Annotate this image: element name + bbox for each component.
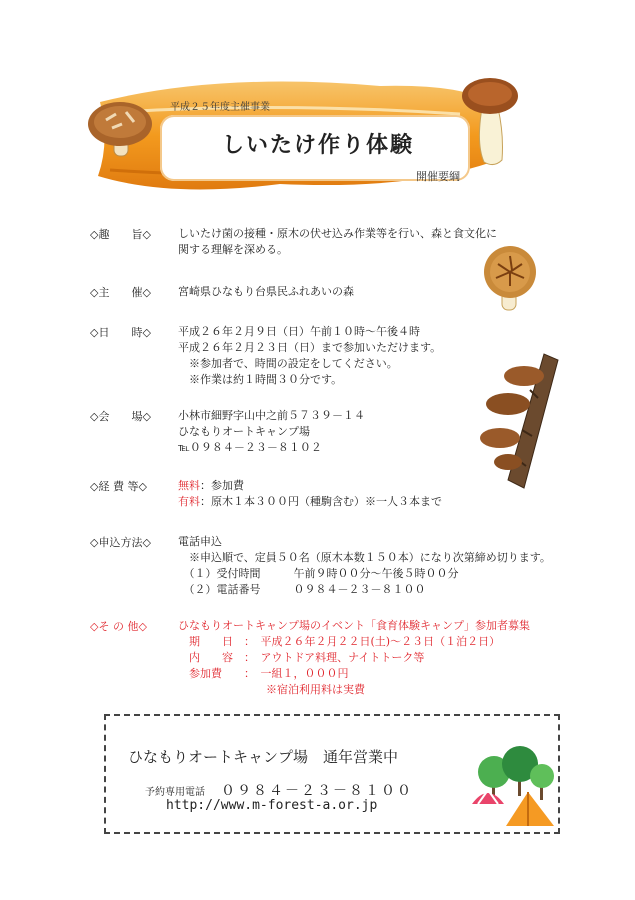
organizer-line-1: 宮崎県ひなもり台県民ふれあいの森 — [178, 285, 354, 298]
application-line-4: （２）電話番号 ０９８４－２３－８１００ — [178, 583, 426, 596]
guideline-label: 開催要綱 — [416, 170, 460, 183]
section-label-datetime: ◇日 時◇ — [90, 326, 151, 339]
venue-line-1: 小林市細野字山中之前５７３９－１４ — [178, 409, 365, 422]
section-label-other: ◇そ の 他◇ — [90, 620, 147, 633]
fees-free-line — [178, 478, 442, 494]
other-line-5: ※宿泊利用料は実費 — [178, 683, 365, 696]
camping-tent-trees-icon — [458, 728, 558, 828]
section-label-fees: ◇経 費 等◇ — [90, 480, 147, 493]
page-title: しいたけ作り体験 — [222, 133, 415, 158]
phone-number: ０９８４－２３－８１００ — [221, 783, 413, 799]
section-organizer — [178, 284, 354, 300]
footer-phone — [145, 780, 413, 800]
shiitake-mushroom-icon — [86, 92, 158, 162]
other-line-2: 期 日 ： 平成２６年２月２２日(土)～２３日（１泊２日） — [178, 635, 501, 648]
section-purpose — [178, 226, 497, 258]
event-subtitle: 平成２５年度主催事業 — [170, 102, 270, 113]
section-label-organizer: ◇主 催◇ — [90, 286, 151, 299]
datetime-line-3: ※参加者で、時間の設定をしてください。 — [178, 357, 398, 370]
fees-paid-line — [178, 494, 442, 510]
free-label: 無料 — [178, 479, 200, 492]
other-line-3: 内 容 ： アウトドア料理、ナイトトーク等 — [178, 651, 425, 664]
section-label-application: ◇申込方法◇ — [90, 536, 151, 549]
section-datetime — [178, 324, 441, 388]
paid-text: ：原木１本３００円（種駒含む）※一人３本まで — [200, 495, 442, 508]
purpose-line-2: 関する理解を深める。 — [178, 243, 288, 256]
website-link[interactable]: http://www.m-forest-a.or.jp — [166, 798, 378, 813]
section-other — [178, 618, 530, 698]
venue-line-3: ℡０９８４－２３－８１０２ — [178, 441, 322, 454]
footer-title: ひなもりオートキャンプ場 通年営業中 — [128, 748, 399, 766]
other-line-4: 参加費 ： 一組１，０００円 — [178, 667, 349, 680]
free-text: ：参加費 — [200, 479, 244, 492]
section-application — [178, 534, 551, 598]
mushroom-log-icon — [478, 350, 560, 490]
application-line-2: ※申込順で、定員５０名（原木本数１５０本）になり次第締め切ります。 — [178, 551, 551, 564]
datetime-line-2: 平成２６年２月２３日（日）まで参加いただけます。 — [178, 341, 442, 354]
datetime-line-1: 平成２６年２月９日（日）午前１０時～午後４時 — [178, 325, 420, 338]
section-label-venue: ◇会 場◇ — [90, 410, 151, 423]
mushroom-cap-icon — [480, 246, 540, 312]
section-fees — [178, 478, 442, 510]
other-line-1: ひなもりオートキャンプ場のイベント「食育体験キャンプ」参加者募集 — [178, 619, 530, 632]
section-label-purpose: ◇趣 旨◇ — [90, 228, 151, 241]
purpose-line-1: しいたけ菌の接種・原木の伏せ込み作業等を行い、森と食文化に — [178, 227, 497, 240]
application-line-1: 電話申込 — [178, 535, 222, 548]
paid-label: 有料 — [178, 495, 200, 508]
datetime-line-4: ※作業は約１時間３０分です。 — [178, 373, 343, 386]
section-venue — [178, 408, 365, 456]
shiitake-mushroom-standing-icon — [460, 74, 520, 170]
phone-label: 予約専用電話 — [145, 787, 205, 798]
venue-line-2: ひなもりオートキャンプ場 — [178, 425, 310, 438]
application-line-3: （１）受付時間 午前９時００分～午後５時００分 — [178, 567, 459, 580]
